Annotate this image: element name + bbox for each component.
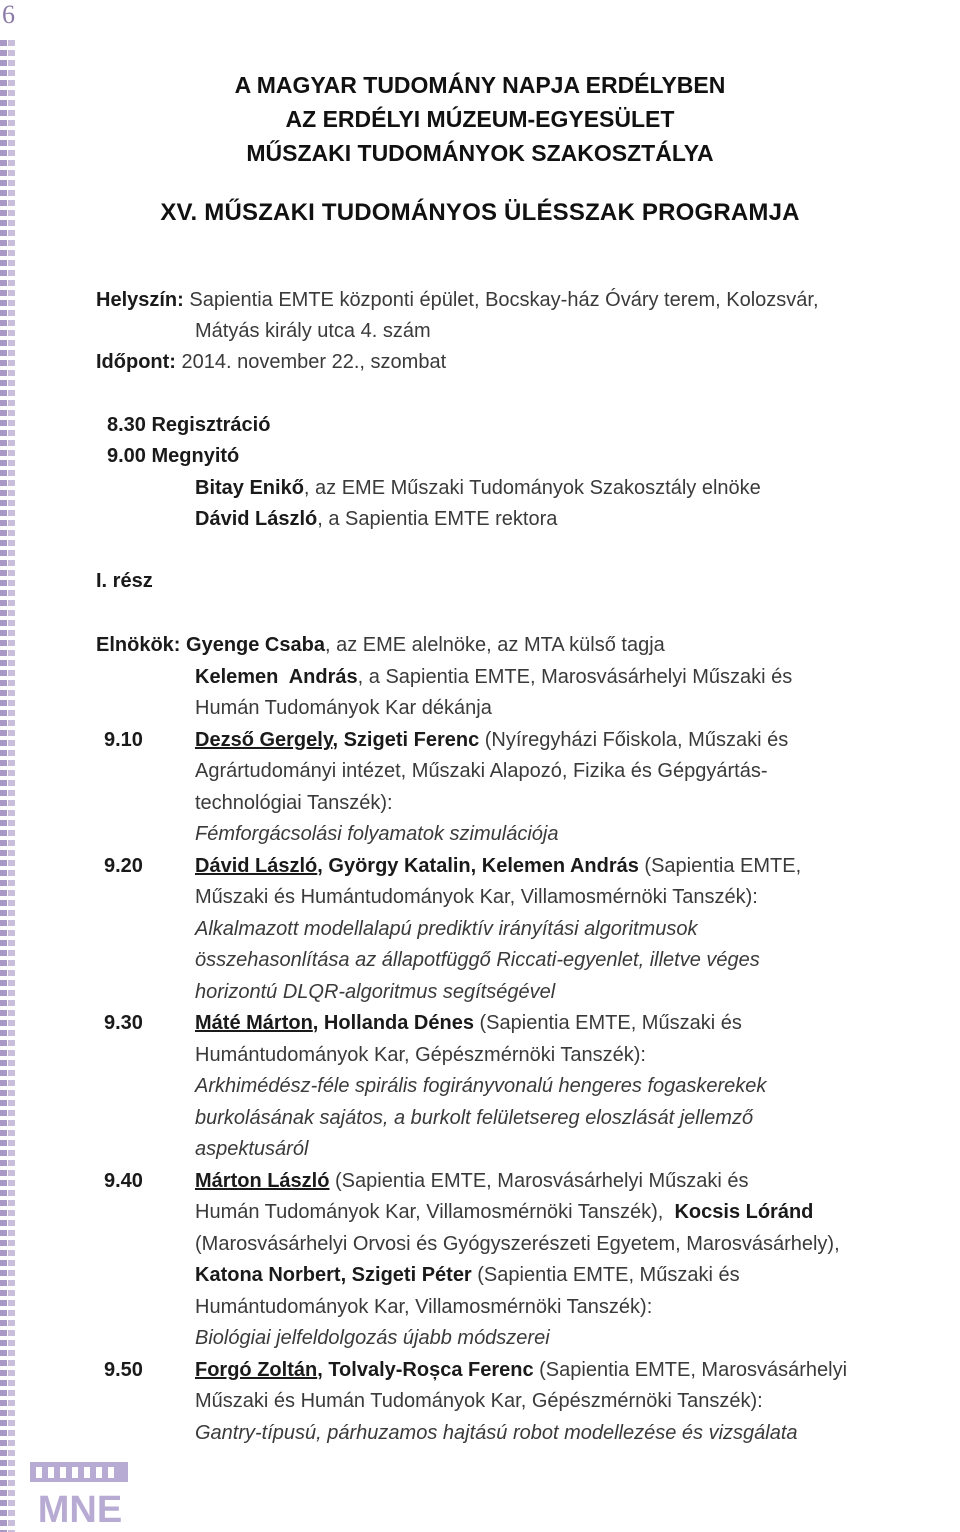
talk-4-coauthor-2: Kocsis Lóránd	[674, 1201, 814, 1223]
opening-item: 9.00 Megnyitó	[107, 445, 240, 467]
talk-4-presenter: Márton László	[195, 1170, 330, 1192]
time-value: 2014. november 22., szombat	[175, 351, 447, 373]
talk-4-authors	[195, 1166, 749, 1197]
talk-2-affil-1: (Sapientia EMTE,	[638, 855, 802, 877]
chair-2-name: Kelemen András	[195, 666, 358, 688]
header-line-3: MŰSZAKI TUDOMÁNYOK SZAKOSZTÁLYA	[246, 140, 714, 166]
talk-3-title-1: Arkhimédész-féle spirális fogirányvonalú hengeres fogaskerekek	[195, 1075, 767, 1097]
talk-5-time: 9.50	[104, 1359, 143, 1381]
talk-4-affil-2	[195, 1197, 813, 1228]
talk-1-time: 9.10	[104, 729, 143, 751]
talk-1-title: Fémforgácsolási folyamatok szimulációja	[195, 823, 559, 845]
talk-1-affil-1: (Nyíregyházi Főiskola, Műszaki és	[479, 729, 789, 751]
talk-3-affil-1: (Sapientia EMTE, Műszaki és	[473, 1012, 742, 1034]
opener-2-name: Dávid László	[195, 508, 318, 530]
chairs-line-2	[195, 662, 792, 693]
talk-5-authors	[195, 1355, 847, 1386]
talk-3-coauthors: Hollanda Dénes	[323, 1012, 474, 1034]
talk-2-presenter: Dávid László	[195, 855, 318, 877]
talk-2-authors	[195, 851, 801, 882]
talk-3-separator: ,	[312, 1012, 324, 1034]
chair-1-role: , az EME alelnöke, az MTA külső tagja	[324, 634, 665, 656]
talk-1-separator: ,	[332, 729, 344, 751]
opener-2-role: , a Sapientia EMTE rektora	[317, 508, 558, 530]
talk-2-separator: ,	[317, 855, 329, 877]
document-header	[0, 68, 960, 170]
header-line-1: A MAGYAR TUDOMÁNY NAPJA ERDÉLYBEN	[234, 72, 726, 98]
talk-2-affil-2: Műszaki és Humántudományok Kar, Villamosmérnöki Tanszék):	[195, 886, 758, 908]
talk-3-authors	[195, 1008, 742, 1039]
chair-1-name: Gyenge Csaba	[186, 634, 325, 656]
section-title: I. rész	[96, 570, 153, 592]
chairs-line-3: Humán Tudományok Kar dékánja	[195, 697, 492, 719]
talk-1-affil-2: Agrártudományi intézet, Műszaki Alapozó, Fizika és Gépgyártás-	[195, 760, 768, 782]
talk-5-coauthors: Tolvaly-Roșca Ferenc	[328, 1359, 534, 1381]
location-line-2: Mátyás király utca 4. szám	[195, 320, 431, 342]
talk-2-title-3: horizontú DLQR-algoritmus segítségével	[195, 981, 556, 1003]
program-title: XV. MŰSZAKI TUDOMÁNYOS ÜLÉSSZAK PROGRAMJA	[160, 199, 800, 226]
talk-5-title: Gantry-típusú, párhuzamos hajtású robot modellezése és vizsgálata	[195, 1422, 798, 1444]
time-line	[96, 347, 960, 378]
talk-1-coauthors: Szigeti Ferenc	[343, 729, 480, 751]
logo-text: MNE	[37, 1489, 123, 1528]
talk-2-title-2: összehasonlítása az állapotfüggő Riccati-egyenlet, illetve véges	[195, 949, 760, 971]
talk-4-affil-2a: Humán Tudományok Kar, Villamosmérnöki Tanszék),	[195, 1201, 675, 1223]
chairs-label: Elnökök:	[96, 634, 181, 656]
header-line-2: AZ ERDÉLYI MÚZEUM-EGYESÜLET	[285, 106, 675, 132]
institution-logo-icon	[28, 1462, 132, 1528]
page-number: 6	[2, 0, 15, 29]
chairs-line-1	[96, 630, 665, 661]
talk-5-affil-1: (Sapientia EMTE, Marosvásárhelyi	[533, 1359, 848, 1381]
talk-3-time: 9.30	[104, 1012, 143, 1034]
talk-4-affil-5: Humántudományok Kar, Villamosmérnöki Tanszék):	[195, 1296, 653, 1318]
location-line-1	[96, 285, 960, 316]
location-value-1: Sapientia EMTE központi épület, Bocskay-ház Óváry terem, Kolozsvár,	[183, 289, 819, 311]
talk-2-title-1: Alkalmazott modellalapú prediktív irányítási algoritmusok	[195, 918, 698, 940]
talk-1-affil-3: technológiai Tanszék):	[195, 792, 393, 814]
talk-5-affil-2: Műszaki és Humán Tudományok Kar, Gépészmérnöki Tanszék):	[195, 1390, 763, 1412]
talk-1-authors	[195, 725, 788, 756]
talk-1-presenter: Dezső Gergely	[195, 729, 333, 751]
talk-4-title: Biológiai jelfeldolgozás újabb módszerei	[195, 1327, 550, 1349]
opener-1-role: , az EME Műszaki Tudományok Szakosztály elnöke	[303, 477, 761, 499]
opener-2	[195, 504, 557, 535]
registration-item: 8.30 Regisztráció	[107, 414, 271, 436]
talk-5-separator: ,	[317, 1359, 329, 1381]
talk-3-presenter: Máté Márton	[195, 1012, 313, 1034]
talk-4-time: 9.40	[104, 1170, 143, 1192]
talk-4-coauthors-3: Katona Norbert, Szigeti Péter	[195, 1264, 472, 1286]
talk-4-affil-4-text: (Sapientia EMTE, Műszaki és	[471, 1264, 740, 1286]
talk-3-title-3: aspektusáról	[195, 1138, 309, 1160]
talk-4-affil-1: (Sapientia EMTE, Marosvásárhelyi Műszaki és	[329, 1170, 749, 1192]
opener-1-name: Bitay Enikő	[195, 477, 304, 499]
talk-3-title-2: burkolásának sajátos, a burkolt felületsereg eloszlását jellemző	[195, 1107, 754, 1129]
talk-3-affil-2: Humántudományok Kar, Gépészmérnöki Tanszék):	[195, 1044, 646, 1066]
opener-1	[195, 473, 761, 504]
talk-2-coauthors: György Katalin, Kelemen András	[328, 855, 639, 877]
chair-2-role: , a Sapientia EMTE, Marosvásárhelyi Műszaki és	[357, 666, 793, 688]
time-label: Időpont:	[96, 351, 176, 373]
talk-4-affil-3: (Marosvásárhelyi Orvosi és Gyógyszerészeti Egyetem, Marosvásárhely),	[195, 1233, 840, 1255]
talk-2-time: 9.20	[104, 855, 143, 877]
talk-5-presenter: Forgó Zoltán	[195, 1359, 318, 1381]
talk-4-affil-4	[195, 1260, 740, 1291]
location-label: Helyszín:	[96, 289, 184, 311]
